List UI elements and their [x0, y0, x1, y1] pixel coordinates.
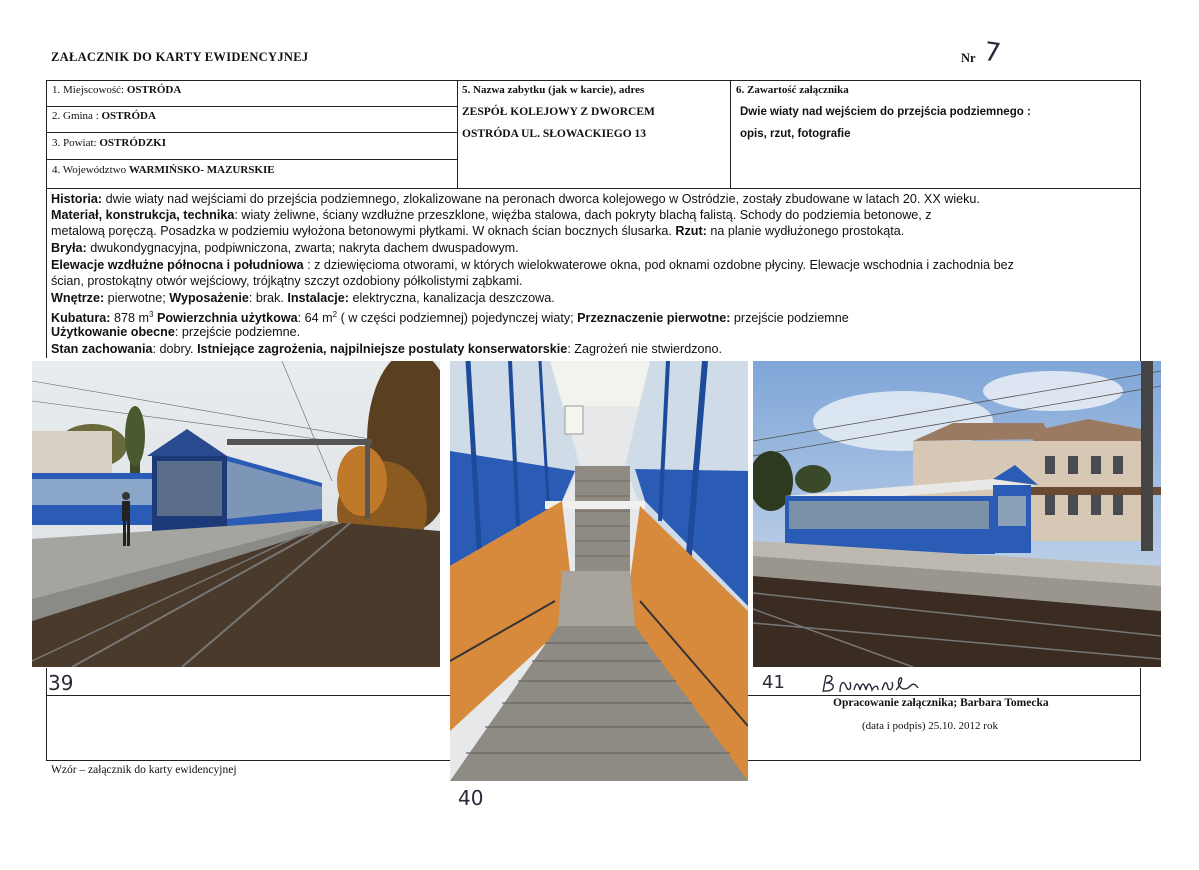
- stan-line: [51, 341, 722, 358]
- material-label: Materiał, konstrukcja, technika: [51, 208, 235, 222]
- bryla-line: [51, 240, 519, 257]
- uzytkowanie-text: : przejście podziemne.: [174, 325, 301, 339]
- signature: [820, 668, 940, 698]
- date-signature: (data i podpis) 25.10. 2012 rok: [862, 720, 998, 732]
- field-label: 3. Powiat:: [52, 137, 97, 149]
- rzut-text: na planie wydłużonego prostokąta.: [706, 224, 905, 238]
- material-text-2: metalową poręczą. Posadzka w podziemiu wyłożona betonowymi płytkami. W oknach ścian bocznych ślusarka.: [51, 224, 676, 238]
- przeznaczenie-label: Przeznaczenie pierwotne:: [577, 311, 731, 326]
- template-note: Wzór – załącznik do karty ewidencyjnej: [51, 764, 237, 776]
- contents-label: 6. Zawartość załącznika: [736, 84, 849, 96]
- przeznaczenie-text: przejście podziemne: [730, 311, 849, 326]
- field-value: OSTRÓDA: [101, 110, 156, 122]
- field-powiat: [52, 137, 166, 149]
- photo-underpass-stairs: [450, 361, 748, 781]
- wyposazenie-label: Wyposażenie: [169, 291, 249, 305]
- elewacje-label: Elewacje wzdłużne północna i południowa: [51, 258, 304, 272]
- powierzchnia-sup: 2: [332, 310, 338, 319]
- field-label: 1. Miejscowość:: [52, 84, 125, 96]
- elewacje-text-2: ścian, prostokątny otwór wejściowy, trójkątny szczyt ozdobiony półkolistymi ząbkami.: [51, 274, 523, 288]
- prepared-by: Opracowanie załącznika; Barbara Tomecka: [833, 697, 1049, 709]
- kubatura-text: 878 m: [110, 311, 149, 326]
- wnetrze-label: Wnętrze:: [51, 291, 105, 305]
- historia-text: dwie wiaty nad wejściami do przejścia podziemnego, zlokalizowane na peronach dworca kolejowego w Ostródzie, zostały zbudowane w latach 20. XX wieku.: [102, 192, 980, 206]
- photo-number-39: 39: [48, 671, 74, 695]
- zagrozenia-text: : Zagrożeń nie stwierdzono.: [567, 342, 723, 356]
- monument-label: 5. Nazwa zabytku (jak w karcie), adres: [462, 84, 645, 96]
- field-label: 4. Województwo: [52, 164, 127, 176]
- field-value: OSTRÓDA: [126, 84, 182, 96]
- field-value: WARMIŃSKO- MAZURSKIE: [128, 164, 275, 176]
- wnetrze-line: [51, 290, 555, 307]
- instalacje-text: elektryczna, kanalizacja deszczowa.: [348, 291, 555, 305]
- powierzchnia-label: Powierzchnia użytkowa: [153, 311, 298, 326]
- material-line-2: [51, 223, 904, 240]
- powierzchnia-text-2: ( w części podziemnej) pojedynczej wiaty;: [337, 311, 578, 326]
- elewacje-line: [51, 257, 1139, 274]
- instalacje-label: Instalacje:: [287, 291, 349, 305]
- photo-platform-shelter: [32, 361, 440, 667]
- wyposazenie-text: : brak.: [248, 291, 288, 305]
- zagrozenia-label: Istniejące zagrożenia, najpilniejsze postulaty konserwatorskie: [197, 342, 568, 356]
- field-miejscowosc: [52, 84, 181, 96]
- number-value-handwritten: 7: [981, 36, 1003, 70]
- kubatura-label: Kubatura:: [51, 311, 111, 326]
- kubatura-sup: 3: [149, 310, 154, 319]
- field-gmina: [52, 110, 156, 122]
- photo-station-building: [753, 361, 1161, 667]
- document-title: ZAŁACZNIK DO KARTY EWIDENCYJNEJ: [51, 50, 309, 64]
- bryla-label: Bryła:: [51, 241, 87, 255]
- field-wojewodztwo: [52, 164, 275, 176]
- elewacje-line-2: [51, 273, 523, 290]
- field-value: OSTRÓDZKI: [99, 137, 167, 149]
- number-label: Nr: [961, 51, 976, 65]
- monument-name: ZESPÓŁ KOLEJOWY Z DWORCEM: [462, 106, 655, 118]
- stan-label: Stan zachowania: [51, 342, 153, 356]
- historia-label: Historia:: [51, 192, 103, 206]
- photo-number-41: 41: [762, 672, 785, 693]
- stan-text: : dobry.: [152, 342, 198, 356]
- uzytkowanie-label: Użytkowanie obecne: [51, 325, 175, 339]
- contents-line2: opis, rzut, fotografie: [740, 128, 851, 140]
- elewacje-text: : z dziewięcioma otworami, w których wielokwaterowe okna, pod oknami ozdobne płyciny. Elewacje wschodnia i zachodnia bez: [303, 258, 1014, 272]
- material-line: [51, 207, 932, 224]
- contents-line1: Dwie wiaty nad wejściem do przejścia podziemnego :: [740, 106, 1031, 118]
- wnetrze-text: pierwotne;: [104, 291, 170, 305]
- field-label: 2. Gmina :: [52, 110, 99, 122]
- historia-line: [51, 191, 980, 208]
- rzut-label: Rzut:: [675, 224, 707, 238]
- monument-address: OSTRÓDA UL. SŁOWACKIEGO 13: [462, 128, 647, 140]
- bryla-text: dwukondygnacyjna, podpiwniczona, zwarta; nakryta dachem dwuspadowym.: [86, 241, 519, 255]
- material-text: : wiaty żeliwne, ściany wzdłużne przeszklone, więźba stalowa, dach pokryty blachą falistą. Schody do podziemia betonowe, z: [234, 208, 932, 222]
- powierzchnia-text: : 64 m: [297, 311, 333, 326]
- uzytkowanie-line: [51, 324, 300, 341]
- photo-number-40: 40: [458, 786, 484, 810]
